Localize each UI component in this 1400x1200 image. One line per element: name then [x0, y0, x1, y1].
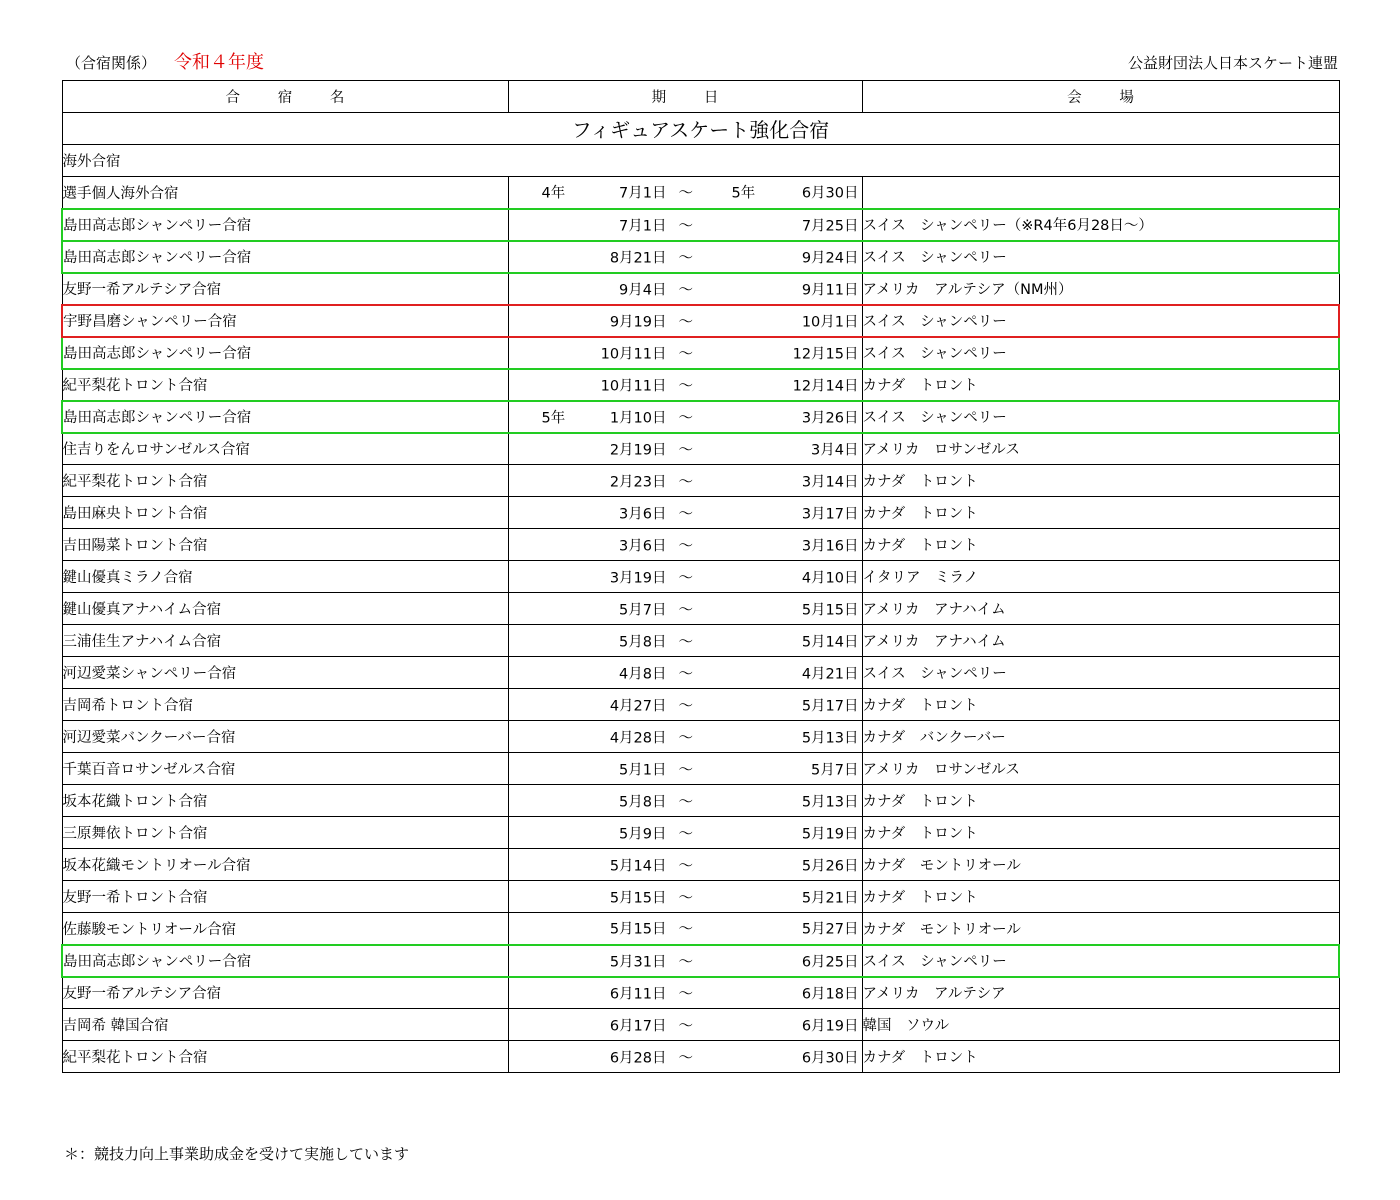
- start-date: 4月27日: [609, 698, 667, 714]
- period-cell: [508, 849, 862, 881]
- venue-cell: カナダ トロント: [862, 529, 1339, 561]
- tilde-separator: 〜: [678, 1018, 693, 1034]
- venue-cell: スイス シャンペリー: [862, 945, 1339, 977]
- venue-cell: スイス シャンペリー: [862, 401, 1339, 433]
- start-date: 9月19日: [609, 314, 667, 330]
- tilde-separator: 〜: [678, 1050, 693, 1066]
- end-date: 6月25日: [801, 954, 859, 970]
- tilde-separator: 〜: [678, 890, 693, 906]
- end-date: 5月19日: [801, 826, 859, 842]
- table-row: [62, 337, 1339, 369]
- start-date: 10月11日: [600, 378, 667, 394]
- end-date: 5月7日: [811, 762, 859, 778]
- table-row: [62, 401, 1339, 433]
- start-date: 7月1日: [619, 218, 667, 234]
- tilde-separator: 〜: [678, 346, 693, 362]
- camp-name-cell: 吉岡希 韓国合宿: [62, 1009, 508, 1041]
- tilde-separator: 〜: [678, 538, 693, 554]
- venue-cell: スイス シャンペリー: [862, 337, 1339, 369]
- camp-name-cell: 選手個人海外合宿: [62, 177, 508, 209]
- tilde-separator: 〜: [678, 826, 693, 842]
- table-row: [62, 689, 1339, 721]
- end-date: 3月26日: [801, 410, 859, 426]
- end-date: 4月10日: [801, 570, 859, 586]
- camp-name-cell: 千葉百音ロサンゼルス合宿: [62, 753, 508, 785]
- venue-cell: カナダ トロント: [862, 1041, 1339, 1073]
- table-row: [62, 369, 1339, 401]
- period-cell: [508, 305, 862, 337]
- tilde-separator: 〜: [678, 506, 693, 522]
- section-row: [62, 145, 1339, 177]
- camp-name-cell: 三原舞依トロント合宿: [62, 817, 508, 849]
- end-date: 5月15日: [801, 602, 859, 618]
- end-date: 12月15日: [792, 346, 859, 362]
- training-camp-table: [61, 80, 1340, 1073]
- venue-cell: スイス シャンペリー: [862, 241, 1339, 273]
- venue-cell: カナダ トロント: [862, 785, 1339, 817]
- column-header-camp-name: [62, 81, 508, 113]
- tilde-separator: 〜: [678, 858, 693, 874]
- period-cell: [508, 817, 862, 849]
- period-cell: [508, 337, 862, 369]
- end-date: 4月21日: [801, 666, 859, 682]
- venue-cell: アメリカ ロサンゼルス: [862, 433, 1339, 465]
- end-date: 5月27日: [801, 921, 859, 938]
- tilde-separator: 〜: [678, 218, 693, 234]
- period-cell: [508, 593, 862, 625]
- table-row: [62, 465, 1339, 497]
- tilde-separator: 〜: [678, 570, 693, 586]
- camp-name-cell: 坂本花織トロント合宿: [62, 785, 508, 817]
- table-row: [62, 785, 1339, 817]
- end-date: 5月21日: [801, 890, 859, 906]
- start-date: 5月8日: [619, 634, 667, 650]
- end-date: 5月13日: [801, 794, 859, 810]
- camp-name-cell: 宇野昌磨シャンペリー合宿: [62, 305, 508, 337]
- camp-name-cell: 島田麻央トロント合宿: [62, 497, 508, 529]
- camp-name-cell: 島田高志郎シャンペリー合宿: [62, 241, 508, 273]
- footnote: ＊：競技力向上事業助成金を受けて実施しています: [64, 1145, 410, 1163]
- table-row: [62, 305, 1339, 337]
- camp-name-cell: 吉岡希トロント合宿: [62, 689, 508, 721]
- column-header-period: [508, 81, 862, 113]
- table-row: [62, 497, 1339, 529]
- venue-cell: カナダ トロント: [862, 465, 1339, 497]
- organization-name: 公益財団法人日本スケート連盟: [1127, 54, 1338, 72]
- tilde-separator: 〜: [678, 378, 693, 394]
- document-header-left: [66, 48, 264, 74]
- table-row: [62, 625, 1339, 657]
- start-date: 2月19日: [609, 442, 667, 459]
- start-date: 5月15日: [609, 890, 667, 906]
- table-row: [62, 657, 1339, 689]
- period-cell: [508, 657, 862, 689]
- venue-cell: アメリカ アナハイム: [862, 593, 1339, 625]
- end-date: 5月26日: [801, 858, 859, 874]
- period-cell: [508, 1041, 862, 1073]
- start-date: 5月1日: [619, 762, 667, 778]
- start-year: 4年: [541, 185, 566, 202]
- camp-name-cell: 河辺愛菜シャンペリー合宿: [62, 657, 508, 689]
- tilde-separator: 〜: [678, 921, 693, 938]
- tilde-separator: 〜: [678, 314, 693, 330]
- tilde-separator: 〜: [678, 730, 693, 746]
- period-cell: [508, 913, 862, 945]
- end-date: 6月19日: [801, 1018, 859, 1034]
- period-cell: [508, 401, 862, 433]
- tilde-separator: 〜: [678, 474, 693, 490]
- venue-cell: アメリカ アルテシア（NM州）: [862, 273, 1339, 305]
- table-title-row: [62, 113, 1339, 145]
- camp-name-cell: 鍵山優真アナハイム合宿: [62, 593, 508, 625]
- table-row: [62, 529, 1339, 561]
- camp-name-cell: 住吉りをんロサンゼルス合宿: [62, 433, 508, 465]
- end-date: 3月14日: [801, 474, 859, 490]
- camp-name-cell: 佐藤駿モントリオール合宿: [62, 913, 508, 945]
- camp-name-cell: 紀平梨花トロント合宿: [62, 465, 508, 497]
- start-date: 3月6日: [619, 538, 667, 554]
- table-row: [62, 753, 1339, 785]
- period-cell: [508, 977, 862, 1009]
- table-row: [62, 817, 1339, 849]
- period-cell: [508, 785, 862, 817]
- period-cell: [508, 625, 862, 657]
- fiscal-year: 令和４年度: [174, 52, 265, 73]
- tilde-separator: 〜: [678, 634, 693, 650]
- table-row: [62, 849, 1339, 881]
- camp-name-cell: 三浦佳生アナハイム合宿: [62, 625, 508, 657]
- camp-name-cell: 紀平梨花トロント合宿: [62, 1041, 508, 1073]
- table-row: [62, 913, 1339, 945]
- venue-cell: カナダ トロント: [862, 497, 1339, 529]
- column-header-label: 会場: [1067, 90, 1172, 106]
- end-date: 3月17日: [801, 506, 859, 522]
- venue-cell: カナダ モントリオール: [862, 849, 1339, 881]
- start-date: 10月11日: [600, 346, 667, 362]
- start-date: 5月14日: [609, 858, 667, 874]
- period-cell: [508, 433, 862, 465]
- table-row: [62, 945, 1339, 977]
- venue-cell: カナダ モントリオール: [862, 913, 1339, 945]
- start-date: 5月8日: [619, 794, 667, 810]
- end-date: 5月14日: [801, 634, 859, 650]
- period-cell: [508, 561, 862, 593]
- venue-cell: アメリカ アナハイム: [862, 625, 1339, 657]
- venue-cell: カナダ トロント: [862, 817, 1339, 849]
- period-cell: [508, 273, 862, 305]
- period-cell: [508, 945, 862, 977]
- end-year: 5年: [731, 185, 756, 202]
- start-date: 5月15日: [609, 921, 667, 938]
- venue-cell: アメリカ アルテシア: [862, 977, 1339, 1009]
- start-date: 5月31日: [609, 954, 667, 970]
- tilde-separator: 〜: [678, 410, 693, 426]
- end-date: 6月18日: [801, 986, 859, 1003]
- table-row: [62, 593, 1339, 625]
- period-cell: [508, 241, 862, 273]
- start-date: 3月19日: [609, 570, 667, 586]
- period-cell: [508, 209, 862, 241]
- venue-cell: 韓国 ソウル: [862, 1009, 1339, 1041]
- camp-name-cell: 島田高志郎シャンペリー合宿: [62, 401, 508, 433]
- tilde-separator: 〜: [678, 442, 693, 459]
- table-row: [62, 1009, 1339, 1041]
- period-cell: [508, 1009, 862, 1041]
- camp-name-cell: 紀平梨花トロント合宿: [62, 369, 508, 401]
- section-label: 海外合宿: [62, 145, 1339, 177]
- venue-cell: スイス シャンペリー: [862, 657, 1339, 689]
- start-year: 5年: [541, 410, 566, 426]
- end-date: 6月30日: [801, 185, 859, 202]
- end-date: 9月24日: [801, 250, 859, 266]
- camp-name-cell: 友野一希アルテシア合宿: [62, 273, 508, 305]
- start-date: 5月9日: [619, 826, 667, 842]
- camp-name-cell: 友野一希アルテシア合宿: [62, 977, 508, 1009]
- period-cell: [508, 529, 862, 561]
- end-date: 7月25日: [801, 218, 859, 234]
- end-date: 12月14日: [792, 378, 859, 394]
- tilde-separator: 〜: [678, 250, 693, 266]
- table-row: [62, 209, 1339, 241]
- end-date: 9月11日: [801, 282, 859, 298]
- venue-cell: [862, 177, 1339, 209]
- column-header-label: 期日: [651, 90, 757, 106]
- tilde-separator: 〜: [678, 698, 693, 714]
- tilde-separator: 〜: [678, 794, 693, 810]
- venue-cell: スイス シャンペリー（※R4年6月28日〜）: [862, 209, 1339, 241]
- table-row: [62, 561, 1339, 593]
- camp-name-cell: 鍵山優真ミラノ合宿: [62, 561, 508, 593]
- venue-cell: カナダ バンクーバー: [862, 721, 1339, 753]
- period-cell: [508, 881, 862, 913]
- table-row: [62, 241, 1339, 273]
- camp-name-cell: 吉田陽菜トロント合宿: [62, 529, 508, 561]
- start-date: 6月11日: [609, 986, 667, 1003]
- end-date: 10月1日: [801, 314, 859, 330]
- start-date: 6月28日: [609, 1050, 667, 1066]
- table-header-row: [62, 81, 1339, 113]
- end-date: 6月30日: [801, 1050, 859, 1066]
- camp-name-cell: 島田高志郎シャンペリー合宿: [62, 337, 508, 369]
- camp-name-cell: 友野一希トロント合宿: [62, 881, 508, 913]
- tilde-separator: 〜: [678, 986, 693, 1003]
- table-row: [62, 177, 1339, 209]
- period-cell: [508, 465, 862, 497]
- start-date: 8月21日: [609, 250, 667, 266]
- camp-name-cell: 坂本花織モントリオール合宿: [62, 849, 508, 881]
- table-row: [62, 433, 1339, 465]
- table-row: [62, 881, 1339, 913]
- start-date: 6月17日: [609, 1018, 667, 1034]
- category-label: （合宿関係）: [66, 54, 157, 72]
- start-date: 2月23日: [609, 474, 667, 490]
- period-cell: [508, 177, 862, 209]
- tilde-separator: 〜: [678, 602, 693, 618]
- venue-cell: アメリカ ロサンゼルス: [862, 753, 1339, 785]
- period-cell: [508, 497, 862, 529]
- period-cell: [508, 721, 862, 753]
- period-cell: [508, 689, 862, 721]
- column-header-venue: [862, 81, 1339, 113]
- table-title: フィギュアスケート強化合宿: [62, 113, 1339, 145]
- tilde-separator: 〜: [678, 282, 693, 298]
- end-date: 3月16日: [801, 538, 859, 554]
- camp-name-cell: 河辺愛菜バンクーバー合宿: [62, 721, 508, 753]
- tilde-separator: 〜: [678, 666, 693, 682]
- camp-name-cell: 島田高志郎シャンペリー合宿: [62, 209, 508, 241]
- tilde-separator: 〜: [678, 954, 693, 970]
- column-header-label: 合宿名: [225, 90, 383, 106]
- venue-cell: カナダ トロント: [862, 689, 1339, 721]
- tilde-separator: 〜: [678, 185, 693, 202]
- end-date: 5月17日: [801, 698, 859, 714]
- start-date: 9月4日: [619, 282, 667, 298]
- table-row: [62, 977, 1339, 1009]
- camp-name-cell: 島田高志郎シャンペリー合宿: [62, 945, 508, 977]
- tilde-separator: 〜: [678, 762, 693, 778]
- period-cell: [508, 369, 862, 401]
- end-date: 5月13日: [801, 730, 859, 746]
- start-date: 3月6日: [619, 506, 667, 522]
- venue-cell: イタリア ミラノ: [862, 561, 1339, 593]
- table-row: [62, 721, 1339, 753]
- venue-cell: カナダ トロント: [862, 369, 1339, 401]
- period-cell: [508, 753, 862, 785]
- start-date: 5月7日: [619, 602, 667, 618]
- start-date: 4月8日: [619, 666, 667, 682]
- end-date: 3月4日: [811, 442, 859, 459]
- venue-cell: スイス シャンペリー: [862, 305, 1339, 337]
- venue-cell: カナダ トロント: [862, 881, 1339, 913]
- start-date: 4月28日: [609, 730, 667, 746]
- table-row: [62, 273, 1339, 305]
- start-date: 7月1日: [619, 185, 667, 202]
- start-date: 1月10日: [609, 410, 667, 426]
- table-row: [62, 1041, 1339, 1073]
